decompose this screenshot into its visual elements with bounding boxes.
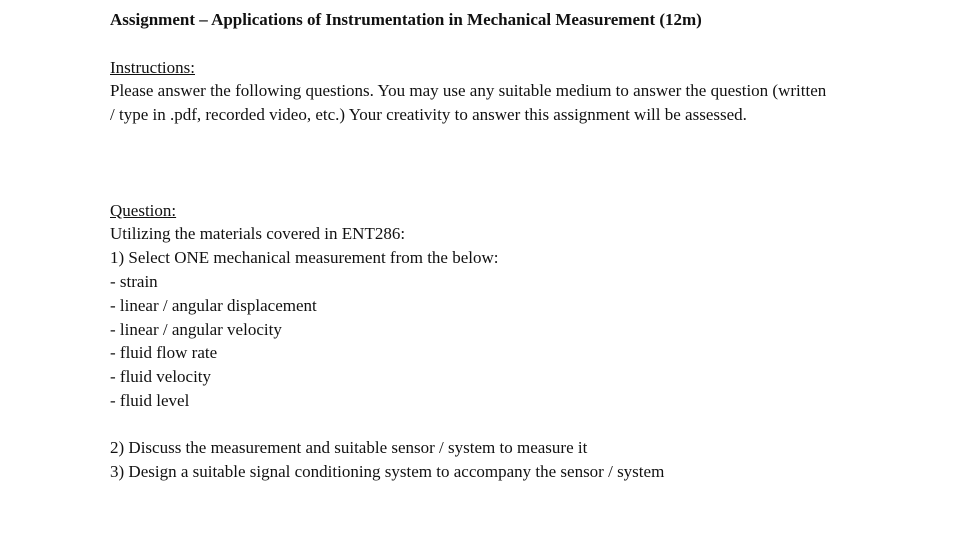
option-velocity: - linear / angular velocity [110,320,282,339]
question-item-3: 3) Design a suitable signal conditioning system to accompany the sensor / system [110,462,665,481]
question-heading: Question: [110,201,177,220]
option-fluid-level: - fluid level [110,391,190,410]
instructions-heading: Instructions: [110,58,195,77]
option-strain: - strain [110,272,158,291]
document-title: Assignment – Applications of Instrumentation in Mechanical Measurement (12m) [110,10,702,29]
question-item-2: 2) Discuss the measurement and suitable sensor / system to measure it [110,438,588,457]
instructions-line-1: Please answer the following questions. You may use any suitable medium to answer the question (written [110,81,827,100]
option-fluid-velocity: - fluid velocity [110,367,212,386]
option-displacement: - linear / angular displacement [110,296,317,315]
question-item-1: 1) Select ONE mechanical measurement from the below: [110,248,499,267]
instructions-line-2: / type in .pdf, recorded video, etc.) Your creativity to answer this assignment will be assessed. [110,105,747,124]
option-flow-rate: - fluid flow rate [110,343,218,362]
question-intro: Utilizing the materials covered in ENT286: [110,224,406,243]
